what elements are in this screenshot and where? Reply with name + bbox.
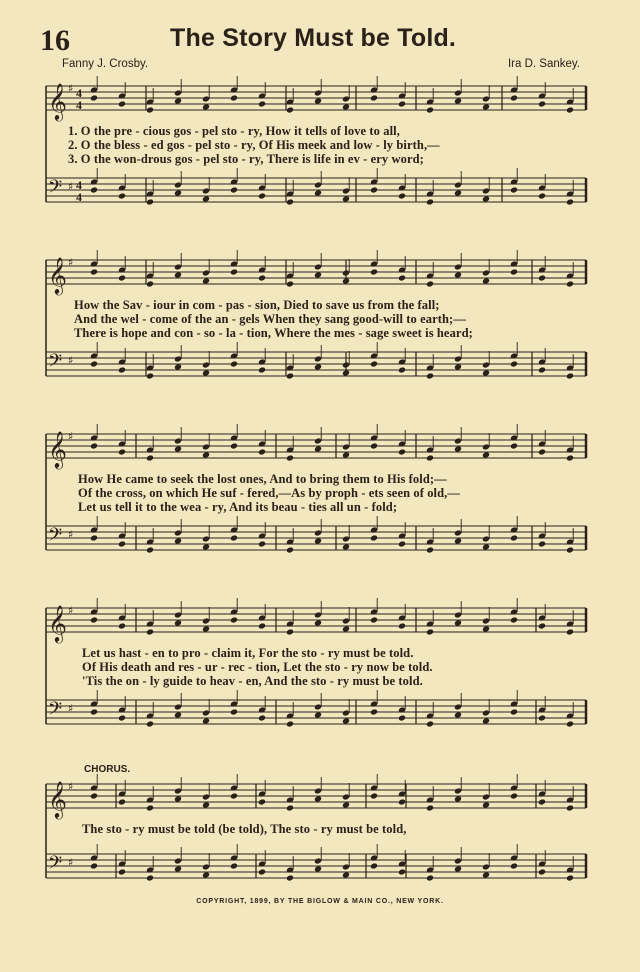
note-head [146,720,154,727]
note-head [342,543,350,550]
chorus-label: CHORUS. [84,764,131,775]
note-head [202,277,210,284]
sharp-icon: ♯ [68,780,74,793]
treble-clef-icon: 𝄞 [48,82,67,120]
note-head [398,868,406,875]
bass-clef-icon: 𝄢 [48,525,63,550]
copyright-notice: COPYRIGHT, 1899, BY THE BIGLOW & MAIN CO., NEW YORK. [196,898,444,905]
lyric-line: The sto - ry must be told (be told), The sto - ry must be told, [82,822,407,836]
note-head [482,543,490,550]
note-head [258,448,266,455]
bass-clef-icon: 𝄢 [48,351,63,376]
note-head [118,366,126,373]
note-head [538,366,546,373]
note-head [258,798,266,805]
note-head [90,442,98,449]
note-head [398,714,406,721]
note-head [482,369,490,376]
note-head [146,198,154,205]
note-head [230,792,238,799]
note-head [286,546,294,553]
note-head [202,451,210,458]
note-head [566,874,574,881]
note-head [314,271,322,278]
note-head [202,717,210,724]
note-head [482,625,490,632]
note-head [426,106,434,113]
note-head [342,103,350,110]
note-head [454,189,462,196]
note-head [398,622,406,629]
sharp-icon: ♯ [68,430,74,443]
music-system-3 [36,412,592,562]
note-head [258,714,266,721]
note-head [258,622,266,629]
note-head [90,534,98,541]
note-head [90,616,98,623]
note-head [510,94,518,101]
lyric-line: How the Sav - iour in com - pas - sion, Died to save us from the fall; [74,298,440,312]
note-head [566,804,574,811]
bass-staff [46,690,586,728]
note-head [482,103,490,110]
note-head [286,280,294,287]
note-head [118,714,126,721]
bass-staff [46,342,586,380]
note-head [510,442,518,449]
music-system-1 [36,72,592,222]
note-head [258,274,266,281]
note-head [342,195,350,202]
note-head [314,865,322,872]
note-head [230,708,238,715]
note-head [90,708,98,715]
note-head [258,868,266,875]
music-system-5 [36,770,592,890]
note-head [538,622,546,629]
note-head [566,372,574,379]
note-head [174,865,182,872]
note-head [482,451,490,458]
treble-clef-icon: 𝄞 [48,256,67,294]
note-head [174,97,182,104]
note-head [482,277,490,284]
note-head [314,189,322,196]
note-head [566,628,574,635]
sharp-icon: ♯ [68,82,74,95]
note-head [314,619,322,626]
note-head [454,271,462,278]
bass-clef-icon: 𝄢 [48,699,63,724]
note-head [146,454,154,461]
lyric-line: Of the cross, on which He suf - fered,—As by proph - ets seen of old,— [78,486,461,500]
treble-staff [46,598,586,643]
note-head [370,708,378,715]
note-head [342,451,350,458]
note-head [370,792,378,799]
sharp-icon: ♯ [68,604,74,617]
bass-clef-icon: 𝄢 [48,177,63,202]
note-head [230,186,238,193]
note-head [510,708,518,715]
note-head [258,366,266,373]
note-head [286,198,294,205]
note-head [538,192,546,199]
note-head [510,792,518,799]
note-head [454,795,462,802]
note-head [118,540,126,547]
note-head [90,862,98,869]
sharp-icon: ♯ [68,354,74,367]
note-head [146,874,154,881]
note-head [398,274,406,281]
note-head [90,268,98,275]
time-signature-icon: 4 [76,178,82,192]
sharp-icon: ♯ [68,528,74,541]
note-head [370,442,378,449]
lyric-line: There is hope and con - so - la - tion, Where the mes - sage sweet is heard; [74,326,473,340]
note-head [342,801,350,808]
note-head [398,540,406,547]
lyric-line: Let us hast - en to pro - claim it, For the sto - ry must be told. [82,646,414,660]
note-head [538,100,546,107]
note-head [342,717,350,724]
note-head [174,363,182,370]
note-head [482,195,490,202]
note-head [314,537,322,544]
note-head [202,625,210,632]
note-head [174,619,182,626]
note-head [426,628,434,635]
note-head [370,360,378,367]
note-head [90,792,98,799]
note-head [202,103,210,110]
note-head [286,106,294,113]
note-head [286,874,294,881]
note-head [538,274,546,281]
note-head [202,801,210,808]
note-head [146,628,154,635]
lyric-line: Of His death and res - ur - rec - tion, Let the sto - ry now be told. [82,660,433,674]
note-head [174,271,182,278]
note-head [286,804,294,811]
note-head [90,360,98,367]
note-head [370,186,378,193]
note-head [314,711,322,718]
treble-clef-icon: 𝄞 [48,430,67,468]
note-head [454,711,462,718]
note-head [174,537,182,544]
hymn-title: The Story Must be Told. [170,24,457,52]
note-head [454,865,462,872]
note-head [146,372,154,379]
time-signature-icon: 4 [76,190,82,204]
lyric-line: 2. O the bless - ed gos - pel sto - ry, Of His meek and low - ly birth,— [68,138,440,152]
note-head [482,871,490,878]
note-head [398,100,406,107]
treble-staff [46,250,586,295]
note-head [146,280,154,287]
note-head [342,369,350,376]
note-head [454,619,462,626]
note-head [230,534,238,541]
note-head [370,616,378,623]
note-head [482,801,490,808]
note-head [118,798,126,805]
note-head [118,274,126,281]
note-head [342,625,350,632]
note-head [174,795,182,802]
note-head [174,711,182,718]
lyric-line: 'Tis the on - ly guide to heav - en, And the sto - ry must be told. [82,674,423,688]
note-head [258,192,266,199]
lyric-line: 3. O the won-drous gos - pel sto - ry, There is life in ev - ery word; [68,152,424,166]
note-head [566,454,574,461]
note-head [90,94,98,101]
lyric-line: How He came to seek the lost ones, And to bring them to His fold;— [78,472,447,486]
note-head [370,268,378,275]
note-head [90,186,98,193]
note-head [174,189,182,196]
note-head [118,192,126,199]
treble-staff [46,774,586,819]
note-head [314,795,322,802]
note-head [454,363,462,370]
note-head [202,195,210,202]
note-head [426,720,434,727]
note-head [174,445,182,452]
note-head [118,100,126,107]
note-head [566,280,574,287]
bass-clef-icon: 𝄢 [48,853,63,878]
treble-staff [46,424,586,469]
hymn-number: 16 [40,24,70,57]
note-head [454,537,462,544]
note-head [342,871,350,878]
note-head [202,369,210,376]
note-head [566,198,574,205]
sharp-icon: ♯ [68,702,74,715]
note-head [426,874,434,881]
time-signature-icon: 4 [76,86,82,100]
note-head [314,363,322,370]
note-head [426,280,434,287]
note-head [538,798,546,805]
bass-staff [46,844,586,882]
note-head [538,540,546,547]
bass-staff [46,516,586,554]
note-head [510,360,518,367]
note-head [538,448,546,455]
note-head [146,546,154,553]
lyric-line: 1. O the pre - cious gos - pel sto - ry, How it tells of love to all, [68,124,400,138]
note-head [342,277,350,284]
note-head [426,546,434,553]
music-system-4 [36,584,592,734]
note-head [566,720,574,727]
note-head [398,366,406,373]
note-head [118,622,126,629]
note-head [426,454,434,461]
note-head [202,871,210,878]
note-head [118,448,126,455]
note-head [482,717,490,724]
note-head [230,268,238,275]
note-head [398,798,406,805]
music-system-2 [36,240,592,390]
note-head [454,445,462,452]
treble-clef-icon: 𝄞 [48,604,67,642]
time-signature-icon: 4 [76,98,82,112]
note-head [230,862,238,869]
note-head [398,192,406,199]
note-head [146,106,154,113]
note-head [230,616,238,623]
lyric-line: Let us tell it to the wea - ry, And its beau - ties all un - fold; [78,500,398,514]
note-head [538,714,546,721]
note-head [314,97,322,104]
note-head [454,97,462,104]
note-head [510,534,518,541]
note-head [398,448,406,455]
note-head [510,862,518,869]
note-head [426,804,434,811]
note-head [426,198,434,205]
note-head [286,628,294,635]
note-head [314,445,322,452]
note-head [566,546,574,553]
note-head [230,94,238,101]
note-head [566,106,574,113]
lyric-line: And the wel - come of the an - gels When they sang good-will to earth;— [74,312,466,326]
note-head [510,616,518,623]
note-head [370,94,378,101]
treble-staff [46,76,586,121]
treble-clef-icon: 𝄞 [48,780,67,818]
sharp-icon: ♯ [68,856,74,869]
note-head [146,804,154,811]
note-head [370,534,378,541]
note-head [286,720,294,727]
note-head [258,540,266,547]
note-head [230,360,238,367]
note-head [538,868,546,875]
note-head [510,268,518,275]
note-head [286,372,294,379]
note-head [286,454,294,461]
note-head [202,543,210,550]
bass-staff [46,168,586,206]
sharp-icon: ♯ [68,256,74,269]
note-head [510,186,518,193]
note-head [230,442,238,449]
sharp-icon: ♯ [68,180,74,193]
note-head [426,372,434,379]
note-head [370,862,378,869]
composer-credit: Ira D. Sankey. [507,58,580,70]
author-credit: Fanny J. Crosby. [62,58,149,70]
note-head [118,868,126,875]
note-head [258,100,266,107]
